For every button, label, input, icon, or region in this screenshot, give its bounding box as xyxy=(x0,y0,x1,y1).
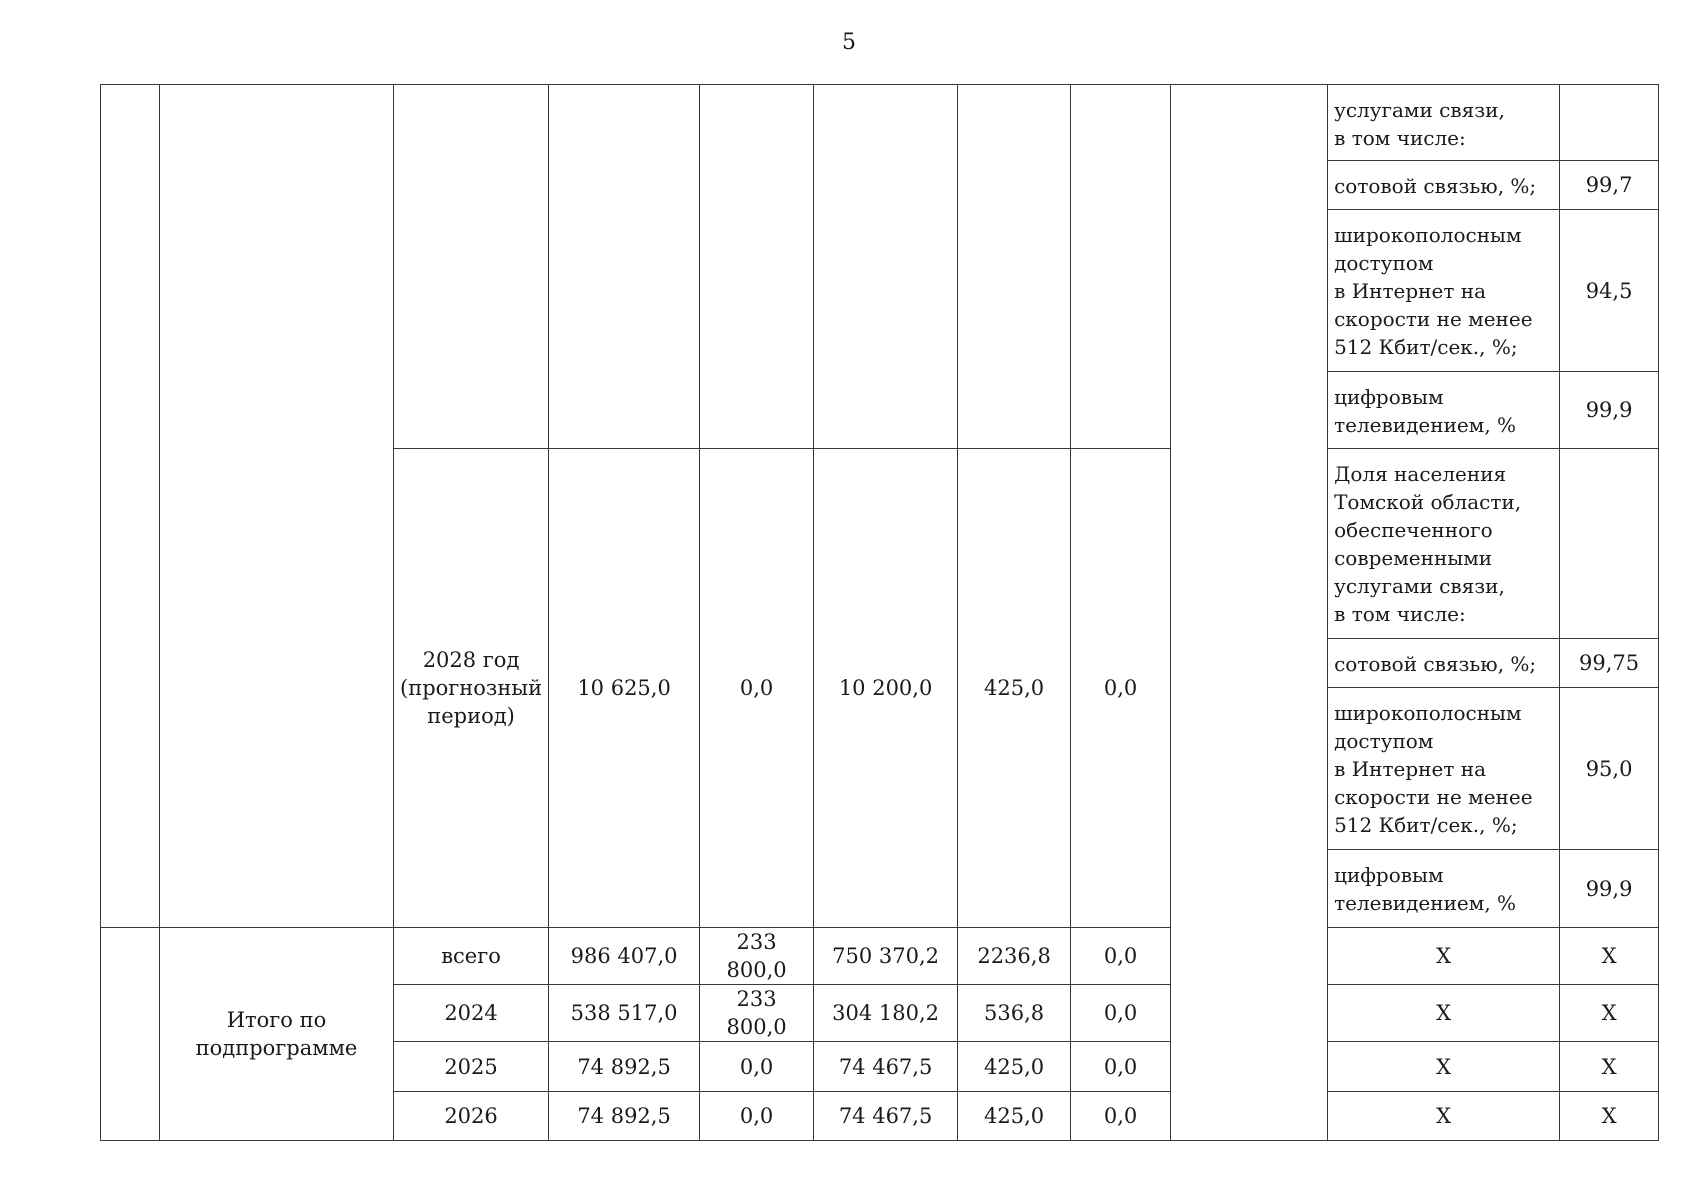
local-cell: 425,0 xyxy=(958,1042,1071,1092)
local-cell: 2236,8 xyxy=(958,928,1071,985)
federal-cell: 0,0 xyxy=(700,449,814,928)
regional-cell: 74 467,5 xyxy=(814,1042,958,1092)
period-cell-empty xyxy=(394,85,549,449)
other-cell-empty xyxy=(1071,85,1171,449)
totals-label: Итого по подпрограмме xyxy=(160,928,394,1141)
indicator-value: 94,5 xyxy=(1560,210,1659,372)
indicator-value: 99,9 xyxy=(1560,850,1659,928)
period-cell: всего xyxy=(394,928,549,985)
indicator-name: широкополосным доступом в Интернет на скорости не менее 512 Кбит/сек., %; xyxy=(1328,688,1560,850)
table-row xyxy=(101,928,1659,985)
period-cell: 2026 xyxy=(394,1092,549,1141)
total-cell: 986 407,0 xyxy=(549,928,700,985)
local-cell-empty xyxy=(958,85,1071,449)
regional-cell: 10 200,0 xyxy=(814,449,958,928)
indicator-value: 95,0 xyxy=(1560,688,1659,850)
federal-cell-empty xyxy=(700,85,814,449)
indicator-value: Х xyxy=(1560,985,1659,1042)
other-cell: 0,0 xyxy=(1071,1092,1171,1141)
total-cell: 538 517,0 xyxy=(549,985,700,1042)
period-cell: 2024 xyxy=(394,985,549,1042)
federal-cell: 0,0 xyxy=(700,1092,814,1141)
other-cell: 0,0 xyxy=(1071,1042,1171,1092)
period-cell: 2028 год (прогнозный период) xyxy=(394,449,549,928)
indicator-name: Х xyxy=(1328,1042,1560,1092)
local-cell: 536,8 xyxy=(958,985,1071,1042)
federal-cell: 233 800,0 xyxy=(700,985,814,1042)
indicator-name: широкополосным доступом в Интернет на скорости не менее 512 Кбит/сек., %; xyxy=(1328,210,1560,372)
regional-cell: 750 370,2 xyxy=(814,928,958,985)
executor-cell xyxy=(1171,85,1328,1141)
number-cell xyxy=(101,85,160,928)
local-cell: 425,0 xyxy=(958,449,1071,928)
regional-cell-empty xyxy=(814,85,958,449)
period-cell: 2025 xyxy=(394,1042,549,1092)
local-cell: 425,0 xyxy=(958,1092,1071,1141)
regional-cell: 304 180,2 xyxy=(814,985,958,1042)
indicator-name: Доля населения Томской области, обеспеченного современными услугами связи, в том числе: xyxy=(1328,449,1560,639)
indicator-value: Х xyxy=(1560,928,1659,985)
total-cell-empty xyxy=(549,85,700,449)
indicator-name: услугами связи, в том числе: xyxy=(1328,85,1560,161)
table-row xyxy=(101,85,1659,161)
activity-name-cell xyxy=(160,85,394,928)
federal-cell: 233 800,0 xyxy=(700,928,814,985)
subprogram-financing-table xyxy=(100,84,1659,1141)
indicator-value xyxy=(1560,449,1659,639)
indicator-value: Х xyxy=(1560,1042,1659,1092)
indicator-name: Х xyxy=(1328,928,1560,985)
number-cell xyxy=(101,928,160,1141)
regional-cell: 74 467,5 xyxy=(814,1092,958,1141)
indicator-name: цифровым телевидением, % xyxy=(1328,850,1560,928)
total-cell: 10 625,0 xyxy=(549,449,700,928)
indicator-name: Х xyxy=(1328,1092,1560,1141)
indicator-value: 99,7 xyxy=(1560,161,1659,210)
indicator-value xyxy=(1560,85,1659,161)
indicator-value: 99,9 xyxy=(1560,372,1659,449)
indicator-name: сотовой связью, %; xyxy=(1328,639,1560,688)
other-cell: 0,0 xyxy=(1071,928,1171,985)
total-cell: 74 892,5 xyxy=(549,1092,700,1141)
indicator-name: цифровым телевидением, % xyxy=(1328,372,1560,449)
federal-cell: 0,0 xyxy=(700,1042,814,1092)
other-cell: 0,0 xyxy=(1071,985,1171,1042)
indicator-value: Х xyxy=(1560,1092,1659,1141)
indicator-value: 99,75 xyxy=(1560,639,1659,688)
indicator-name: сотовой связью, %; xyxy=(1328,161,1560,210)
indicator-name: Х xyxy=(1328,985,1560,1042)
total-cell: 74 892,5 xyxy=(549,1042,700,1092)
page-number: 5 xyxy=(842,30,856,55)
other-cell: 0,0 xyxy=(1071,449,1171,928)
